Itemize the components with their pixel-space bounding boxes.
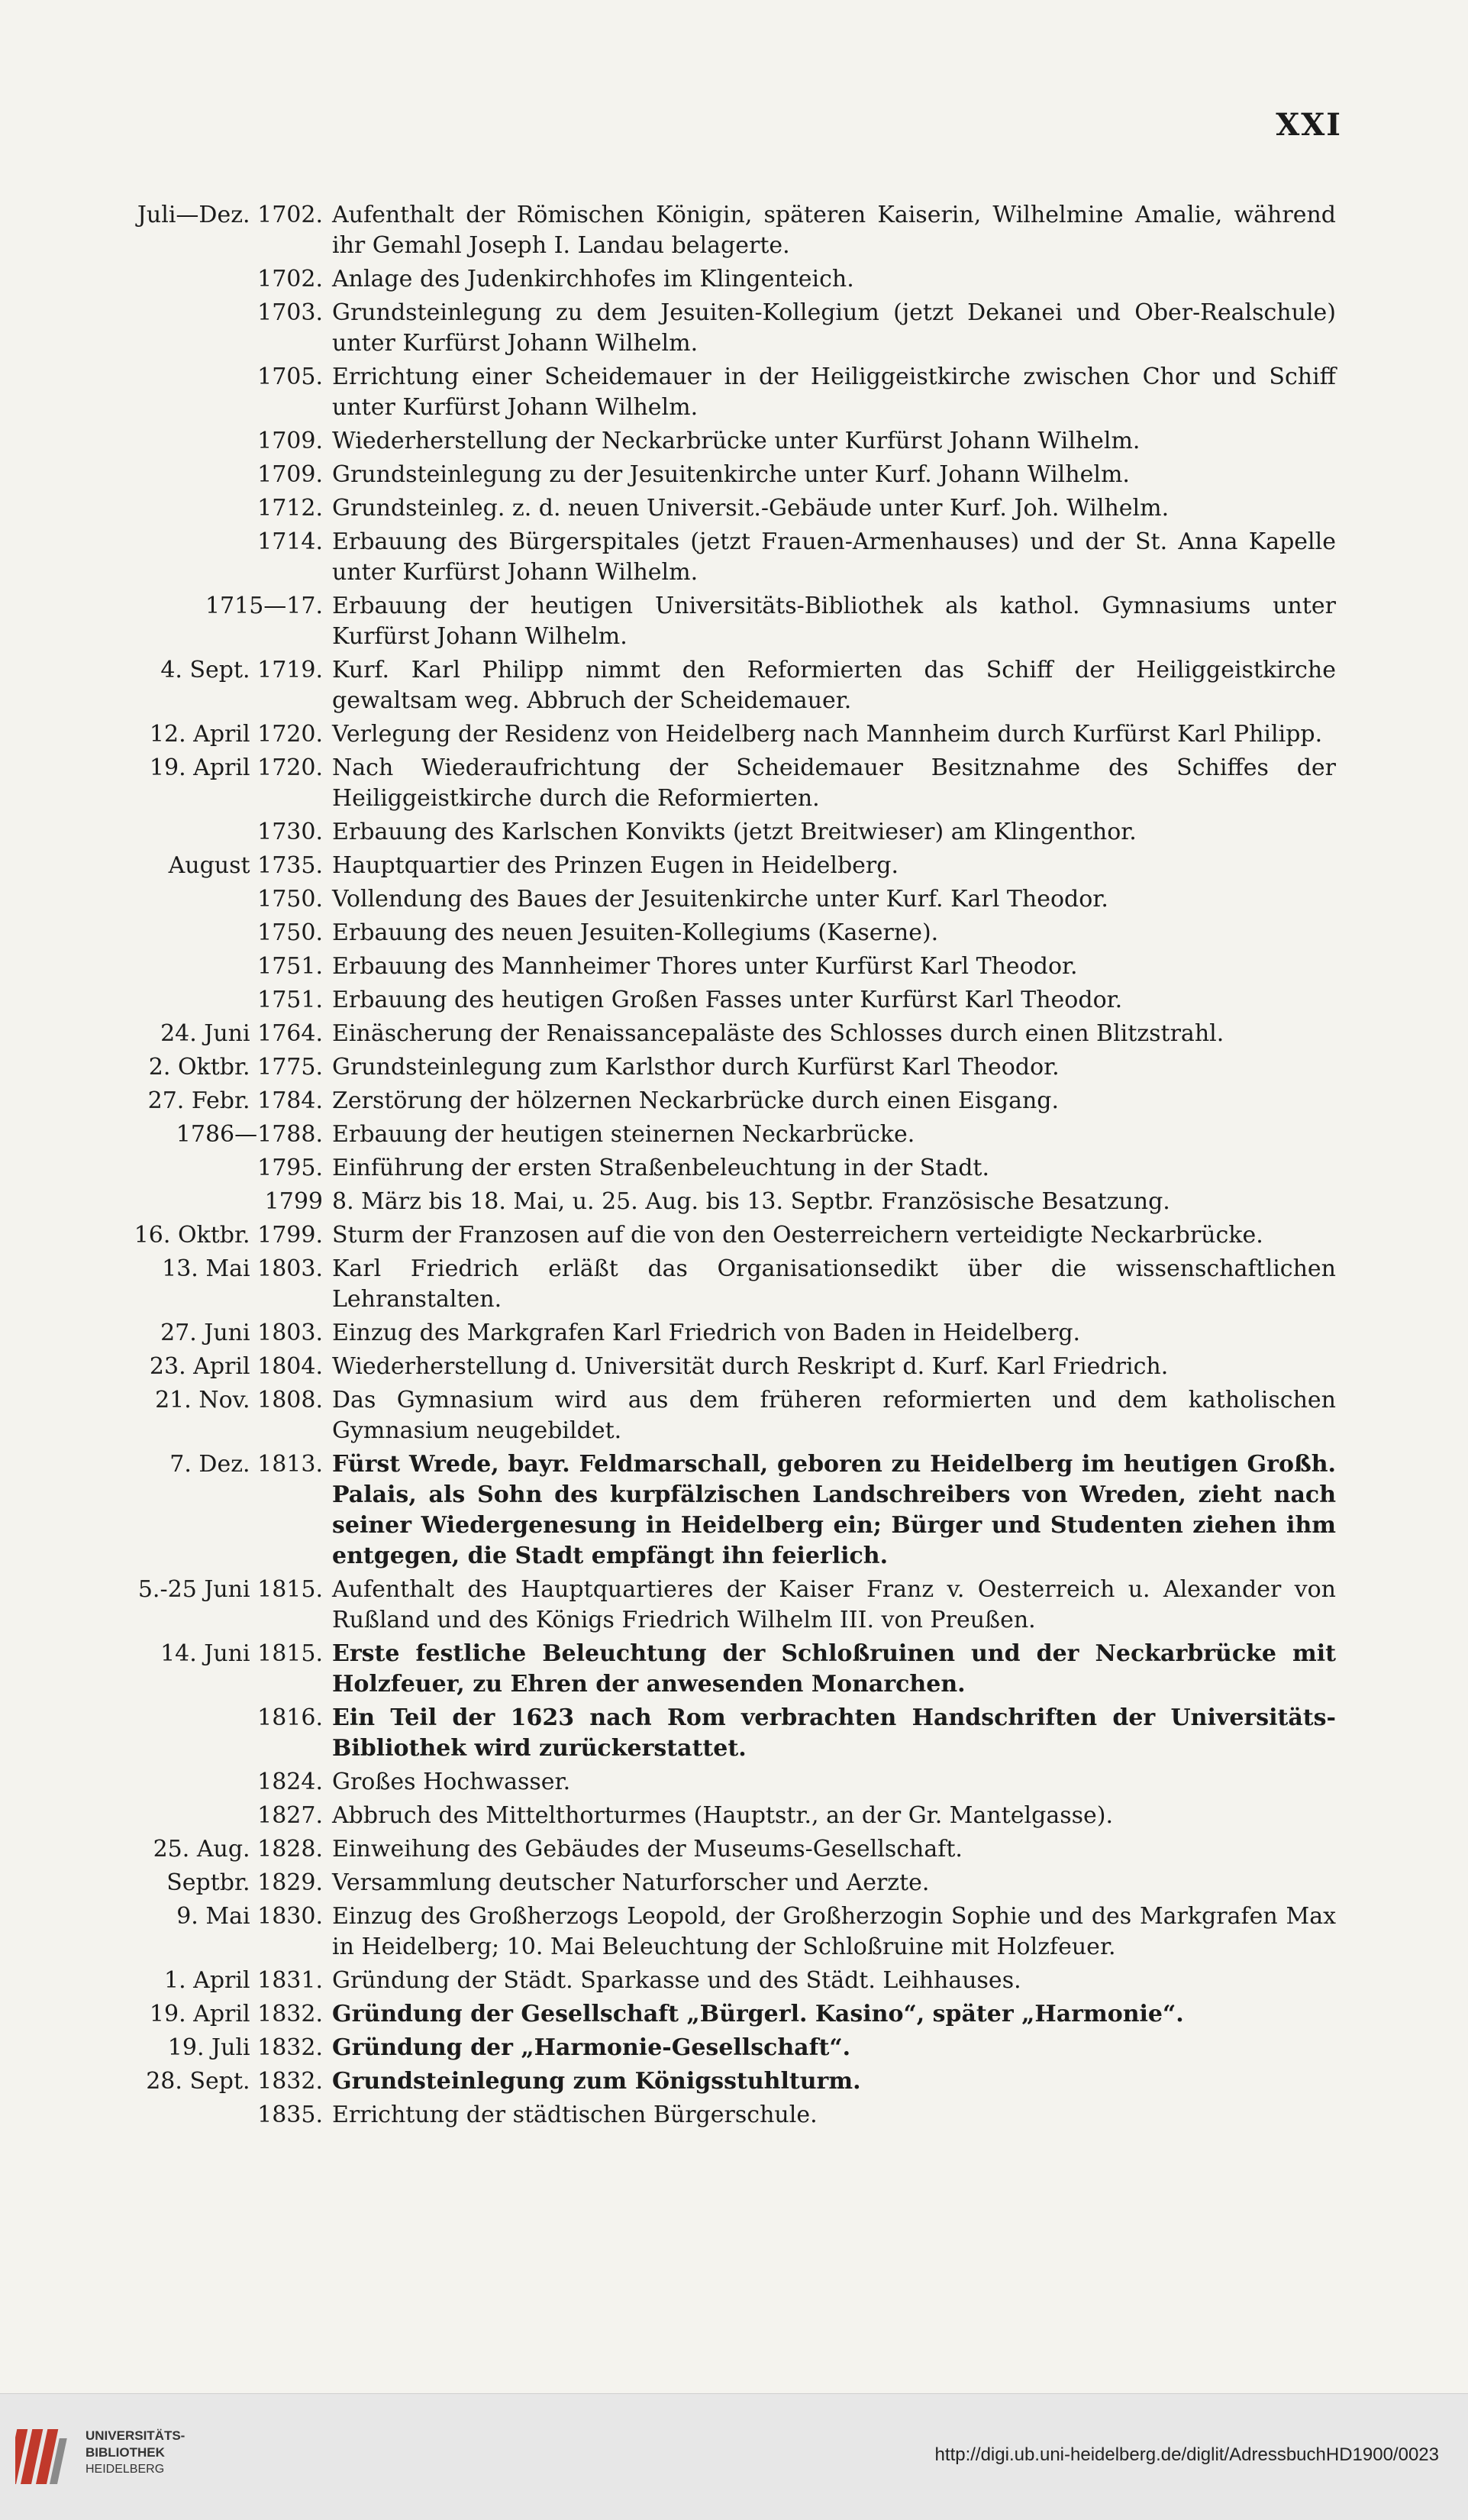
entry-text: Gründung der Gesellschaft „Bürgerl. Kasino“, später „Harmonie“. [332,2001,1184,2027]
entry-text: Ein Teil der 1623 nach Rom verbrachten Handschriften der Universitäts-Bibliothek wird zurückerstattet. [332,1704,1336,1762]
chronicle-entry [84,1153,1336,1184]
entry-text: Einweihung des Gebäudes der Museums-Gesellschaft. [332,1836,963,1863]
entry-text: Erbauung des heutigen Großen Fasses unter Kurfürst Karl Theodor. [332,987,1123,1013]
entry-text: Hauptquartier des Prinzen Eugen in Heidelberg. [332,852,899,879]
chronicle-entry [84,1575,1336,1636]
entry-date: 5.-25 Juni 1815. [137,1576,323,1603]
entry-date: 2. Oktbr. 1775. [148,1054,323,1081]
entry-text: Nach Wiederaufrichtung der Scheidemauer Besitznahme des Schiffes der Heiliggeistkirche durch die Reformierten. [332,754,1336,812]
entry-date: 13. Mai 1803. [162,1255,323,1282]
entry-text: Erste festliche Beleuchtung der Schloßruinen und der Neckarbrücke mit Holzfeuer, zu Ehren der anwesenden Monarchen. [332,1640,1336,1698]
chronicle-list [84,200,1336,2134]
chronicle-entry [84,655,1336,716]
entry-text: Einzug des Markgrafen Karl Friedrich von Baden in Heidelberg. [332,1320,1081,1346]
entry-date: 7. Dez. 1813. [169,1451,323,1478]
entry-text: Karl Friedrich erläßt das Organisationsedikt über die wissenschaftlichen Lehranstalten. [332,1255,1336,1313]
chronicle-entry [84,1352,1336,1382]
chronicle-entry [84,1767,1336,1798]
entry-date: 16. Oktbr. 1799. [134,1222,323,1249]
entry-text: Gründung der „Harmonie-Gesellschaft“. [332,2034,851,2061]
entry-date: Septbr. 1829. [166,1869,323,1896]
entry-date: 1705. [257,363,323,390]
entry-text: Aufenthalt des Hauptquartieres der Kaiser Franz v. Oesterreich u. Alexander von Rußland und des Königs Friedrich Wilhelm III. von Preußen. [332,1576,1336,1633]
entry-text: Einführung der ersten Straßenbeleuchtung in der Stadt. [332,1155,989,1181]
chronicle-entry [84,1868,1336,1898]
chronicle-entry [84,1318,1336,1349]
entry-date: 1751. [257,953,323,980]
entry-text: Erbauung der heutigen steinernen Neckarbrücke. [332,1121,915,1148]
entry-text: Großes Hochwasser. [332,1769,571,1795]
entry-date: 1824. [257,1769,323,1795]
chronicle-entry [84,200,1336,261]
entry-text: Das Gymnasium wird aus dem früheren reformierten und dem katholischen Gymnasium neugebildet. [332,1387,1336,1444]
chronicle-entry [84,1385,1336,1446]
entry-text: Grundsteinlegung zum Karlsthor durch Kurfürst Karl Theodor. [332,1054,1060,1081]
entry-text: Grundsteinlegung zu dem Jesuiten-Kollegium (jetzt Dekanei und Ober-Realschule) unter Kurfürst Johann Wilhelm. [332,299,1336,357]
entry-text: Zerstörung der hölzernen Neckarbrücke durch einen Eisgang. [332,1087,1060,1114]
chronicle-entry [84,1254,1336,1315]
entry-date: 27. Febr. 1784. [147,1087,323,1114]
entry-date: 1712. [257,495,323,522]
chronicle-entry [84,817,1336,848]
library-name-line: HEIDELBERG [85,2463,165,2476]
entry-text: Aufenthalt der Römischen Königin, späteren Kaiserin, Wilhelmine Amalie, während ihr Gemahl Joseph I. Landau belagerte. [332,202,1336,259]
entry-date: 23. April 1804. [149,1353,323,1380]
chronicle-entry [84,2033,1336,2063]
entry-date: 25. Aug. 1828. [153,1836,323,1863]
chronicle-entry [84,985,1336,1016]
chronicle-entry [84,426,1336,457]
chronicle-entry [84,460,1336,490]
chronicle-entry [84,2100,1336,2131]
entry-date: 21. Nov. 1808. [155,1387,323,1413]
page-number: XXI [1276,107,1342,143]
chronicle-entry [84,851,1336,881]
chronicle-entry [84,1901,1336,1963]
entry-text: Errichtung der städtischen Bürgerschule. [332,2102,818,2128]
entry-date: 4. Sept. 1719. [160,657,323,683]
library-name [85,2428,185,2478]
entry-date: 1715—17. [205,593,323,619]
chronicle-entry [84,527,1336,588]
entry-date: 1702. [257,266,323,292]
entry-text: Abbruch des Mittelthorturmes (Hauptstr., an der Gr. Mantelgasse). [332,1802,1113,1829]
university-library-logo-icon [15,2423,76,2490]
entry-text: Versammlung deutscher Naturforscher und Aerzte. [332,1869,930,1896]
source-url-link[interactable]: http://digi.ub.uni-heidelberg.de/diglit/AdressbuchHD1900/0023 [934,2444,1439,2465]
chronicle-entry [84,918,1336,948]
entry-date: 1750. [257,886,323,913]
chronicle-entry [84,1052,1336,1083]
entry-date: 1799 [264,1188,323,1215]
chronicle-entry [84,1999,1336,2030]
chronicle-entry [84,264,1336,295]
entry-date: 27. Juni 1803. [160,1320,323,1346]
entry-date: 1835. [257,2102,323,2128]
entry-text: Grundsteinlegung zu der Jesuitenkirche unter Kurf. Johann Wilhelm. [332,461,1130,488]
entry-text: Grundsteinlegung zum Königsstuhlturm. [332,2068,861,2095]
chronicle-entry [84,493,1336,524]
entry-text: Errichtung einer Scheidemauer in der Heiliggeistkirche zwischen Chor und Schiff unter Kurfürst Johann Wilhelm. [332,363,1336,421]
entry-date: 1786—1788. [176,1121,323,1148]
chronicle-entry [84,2066,1336,2097]
footer-bar [0,2393,1468,2520]
entry-date: 1795. [257,1155,323,1181]
chronicle-entry [84,1019,1336,1049]
entry-text: Grundsteinleg. z. d. neuen Universit.-Gebäude unter Kurf. Joh. Wilhelm. [332,495,1170,522]
entry-date: 19. April 1832. [149,2001,323,2027]
entry-date: 1751. [257,987,323,1013]
chronicle-entry [84,951,1336,982]
entry-text: Erbauung des Karlschen Konvikts (jetzt Breitwieser) am Klingenthor. [332,819,1137,845]
library-name-line: UNIVERSITÄTS- [85,2428,186,2443]
entry-date: 19. April 1720. [149,754,323,781]
entry-text: Anlage des Judenkirchhofes im Klingenteich. [332,266,854,292]
entry-date: 1703. [257,299,323,326]
entry-text: Wiederherstellung d. Universität durch Reskript d. Kurf. Karl Friedrich. [332,1353,1169,1380]
chronicle-entry [84,1639,1336,1700]
entry-date: August 1735. [168,852,323,879]
chronicle-entry [84,362,1336,423]
chronicle-entry [84,884,1336,915]
chronicle-entry [84,591,1336,652]
entry-date: 28. Sept. 1832. [146,2068,323,2095]
chronicle-entry [84,1703,1336,1764]
entry-text: Gründung der Städt. Sparkasse und des Städt. Leihhauses. [332,1967,1021,1994]
entry-text: Kurf. Karl Philipp nimmt den Reformierten das Schiff der Heiliggeistkirche gewaltsam weg. Abbruch der Scheidemauer. [332,657,1336,714]
entry-date: 9. Mai 1830. [176,1903,323,1930]
chronicle-entry [84,1220,1336,1251]
entry-date: 1709. [257,461,323,488]
chronicle-entry [84,1119,1336,1150]
chronicle-entry [84,1449,1336,1572]
entry-text: Vollendung des Baues der Jesuitenkirche unter Kurf. Karl Theodor. [332,886,1108,913]
chronicle-entry [84,1801,1336,1831]
entry-date: 1827. [257,1802,323,1829]
entry-date: 1714. [257,528,323,555]
entry-date: 24. Juni 1764. [160,1020,323,1047]
entry-date: 1816. [257,1704,323,1731]
entry-date: Juli—Dez. 1702. [137,202,323,228]
entry-text: Erbauung des Bürgerspitales (jetzt Frauen-Armenhauses) und der St. Anna Kapelle unter Kurfürst Johann Wilhelm. [332,528,1336,586]
entry-text: Fürst Wrede, bayr. Feldmarschall, geboren zu Heidelberg im heutigen Großh. Palais, als Sohn des kurpfälzischen Landschreibers von Wreden, zieht nach seiner Wiedergenesung in Heidelberg ein; Bürger und Studenten ziehen ihm entgegen, die Stadt empfängt ihn feierlich. [332,1451,1336,1569]
entry-text: Sturm der Franzosen auf die von den Oesterreichern verteidigte Neckarbrücke. [332,1222,1263,1249]
chronicle-entry [84,1086,1336,1116]
chronicle-entry [84,298,1336,359]
entry-text: Verlegung der Residenz von Heidelberg nach Mannheim durch Kurfürst Karl Philipp. [332,721,1323,748]
entry-date: 1. April 1831. [164,1967,323,1994]
entry-text: 8. März bis 18. Mai, u. 25. Aug. bis 13. Septbr. Französische Besatzung. [332,1188,1170,1215]
library-name-line: BIBLIOTHEK [85,2445,165,2460]
chronicle-entry [84,719,1336,750]
entry-date: 1709. [257,428,323,454]
entry-text: Wiederherstellung der Neckarbrücke unter Kurfürst Johann Wilhelm. [332,428,1141,454]
chronicle-entry [84,1834,1336,1865]
chronicle-entry [84,1187,1336,1217]
entry-text: Einäscherung der Renaissancepaläste des Schlosses durch einen Blitzstrahl. [332,1020,1224,1047]
chronicle-entry [84,753,1336,814]
entry-text: Erbauung der heutigen Universitäts-Bibliothek als kathol. Gymnasiums unter Kurfürst Johann Wilhelm. [332,593,1336,650]
entry-date: 1750. [257,919,323,946]
entry-text: Erbauung des Mannheimer Thores unter Kurfürst Karl Theodor. [332,953,1078,980]
entry-text: Erbauung des neuen Jesuiten-Kollegiums (Kaserne). [332,919,939,946]
entry-text: Einzug des Großherzogs Leopold, der Großherzogin Sophie und des Markgrafen Max in Heidelberg; 10. Mai Beleuchtung der Schloßruine mit Holzfeuer. [332,1903,1336,1960]
entry-date: 1730. [257,819,323,845]
entry-date: 12. April 1720. [149,721,323,748]
entry-date: 19. Juli 1832. [167,2034,323,2061]
entry-date: 14. Juni 1815. [160,1640,323,1667]
chronicle-entry [84,1966,1336,1996]
